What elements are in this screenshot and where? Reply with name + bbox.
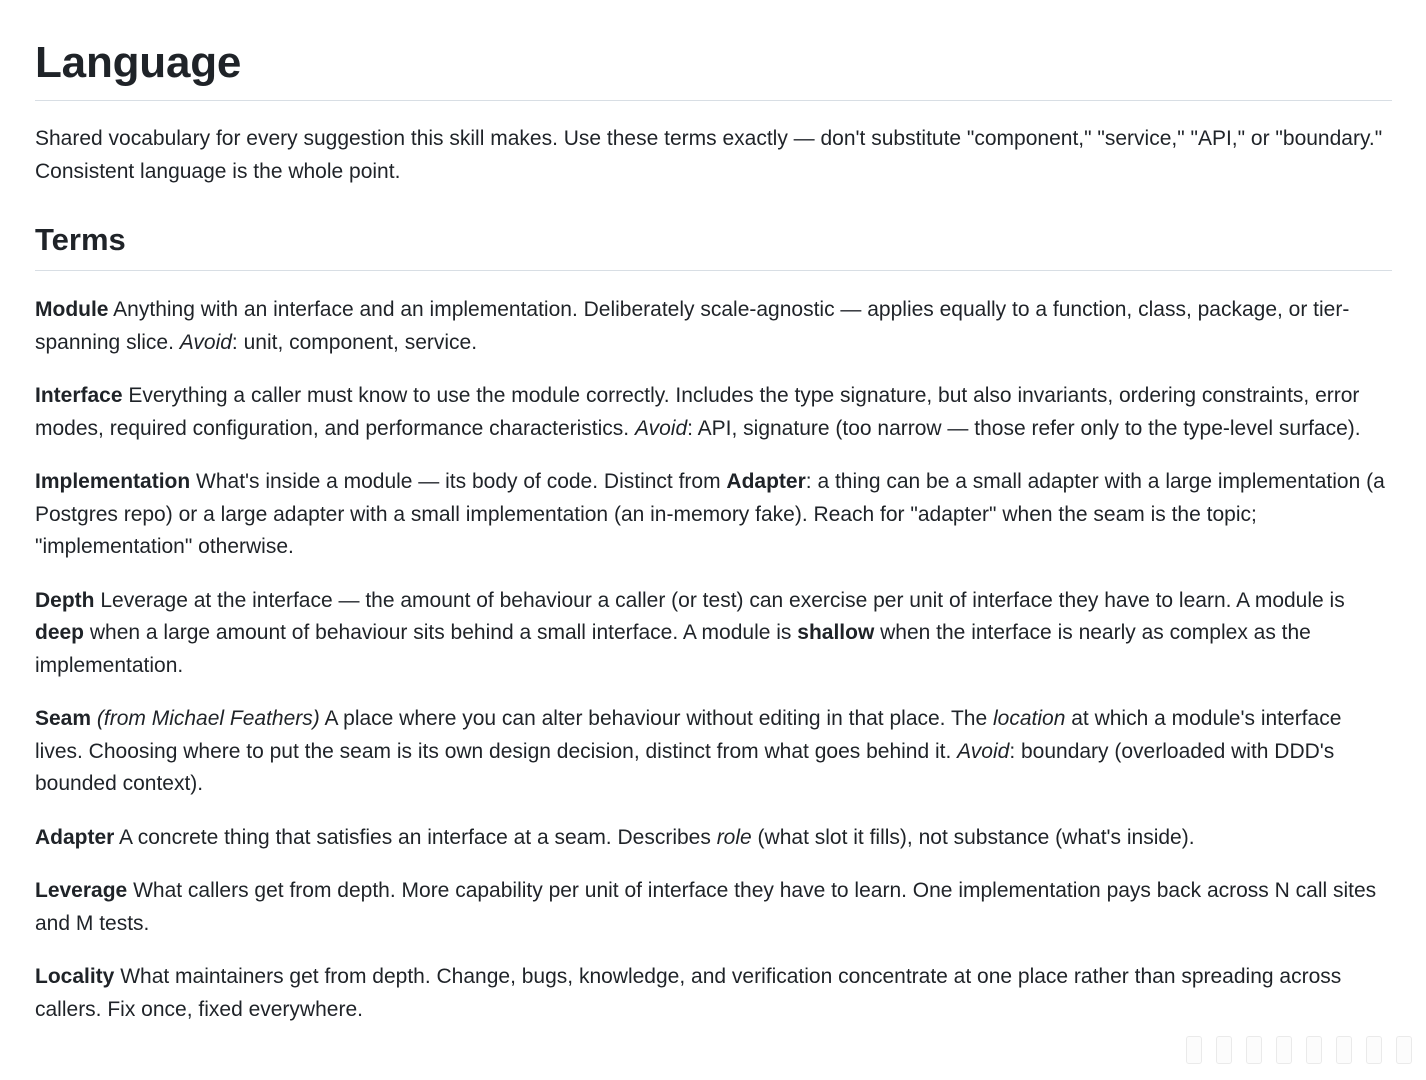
term-definition-text: (what slot it fills), not substance (what's inside).	[751, 825, 1195, 849]
term-module	[35, 294, 1392, 359]
term-definition-text: What callers get from depth. More capability per unit of interface they have to learn. One implementation pays back across N call sites and M tests.	[35, 879, 1377, 935]
term-definition-text: Anything with an interface and an implementation. Deliberately scale-agnostic — applies equally to a function, class, package, or tier-spanning slice.	[35, 298, 1350, 354]
term-emphasis-italic: (from Michael Feathers)	[96, 707, 320, 730]
term-definition-text: A place where you can alter behaviour without editing in that place. The	[319, 707, 993, 730]
term-definition-text: What's inside a module — its body of code. Distinct from	[190, 470, 727, 493]
term-definition-text: : API, signature (too narrow — those refer only to the type-level surface).	[687, 416, 1361, 440]
term-emphasis-bold: Adapter	[726, 470, 806, 493]
term-leverage	[35, 875, 1392, 940]
term-definition-text: : unit, component, service.	[231, 330, 478, 354]
term-emphasis-bold: shallow	[797, 621, 875, 644]
term-implementation	[35, 466, 1392, 564]
term-name: Interface	[35, 384, 123, 407]
term-emphasis-italic: location	[993, 707, 1066, 730]
document	[35, 0, 1392, 1047]
term-emphasis-bold: deep	[35, 621, 85, 644]
term-adapter	[35, 822, 1392, 855]
terms-list	[35, 294, 1392, 1026]
term-definition-text: Leverage at the interface — the amount of behaviour a caller (or test) can exercise per unit of interface they have to learn. A module is	[94, 588, 1345, 612]
term-emphasis-italic: Avoid	[957, 739, 1010, 763]
term-name: Seam	[35, 707, 92, 730]
term-definition-text: : boundary (overloaded with DDD's bounded context).	[35, 739, 1335, 795]
term-definition-text: What maintainers get from depth. Change, bugs, knowledge, and verification concentrate at one place rather than spreading across callers. Fix once, fixed everywhere.	[35, 965, 1342, 1021]
term-definition-text: at which a module's interface lives. Choosing where to put the seam is its own design decision, distinct from what goes behind it.	[35, 707, 1342, 763]
term-depth	[35, 585, 1392, 683]
term-definition-text: when the interface is nearly as complex as the implementation.	[35, 621, 1311, 677]
term-emphasis-italic: Avoid	[179, 330, 232, 354]
term-name: Implementation	[35, 470, 191, 493]
term-name: Module	[35, 298, 109, 321]
term-definition-text: Everything a caller must know to use the module correctly. Includes the type signature, but also invariants, ordering constraints, error modes, required configuration, and performance characteristics.	[35, 384, 1360, 440]
section-heading-terms: Terms	[35, 220, 1392, 271]
term-emphasis-italic: role	[716, 825, 752, 849]
term-definition-text: A concrete thing that satisfies an interface at a seam. Describes	[114, 825, 717, 849]
term-locality	[35, 961, 1392, 1026]
term-definition-text: : a thing can be a small adapter with a large implementation (a Postgres repo) or a large adapter with a small implementation (an in-memory fake). Reach for "adapter" when the seam is the topic; "implementation" otherwise.	[35, 470, 1385, 558]
term-name: Adapter	[35, 825, 115, 849]
term-emphasis-italic: Avoid	[634, 416, 688, 440]
term-definition-text: when a large amount of behaviour sits behind a small interface. A module is	[84, 621, 798, 644]
term-name: Depth	[35, 588, 95, 612]
page-title: Language	[35, 0, 1392, 101]
term-seam	[35, 703, 1392, 801]
intro-paragraph: Shared vocabulary for every suggestion this skill makes. Use these terms exactly — don't substitute "component," "service," "API," or "boundary." Consistent language is the whole point.	[35, 127, 1383, 183]
term-name: Leverage	[35, 879, 128, 902]
term-name: Locality	[35, 965, 115, 988]
term-interface	[35, 380, 1392, 445]
watermark-logo	[1186, 1036, 1412, 1064]
